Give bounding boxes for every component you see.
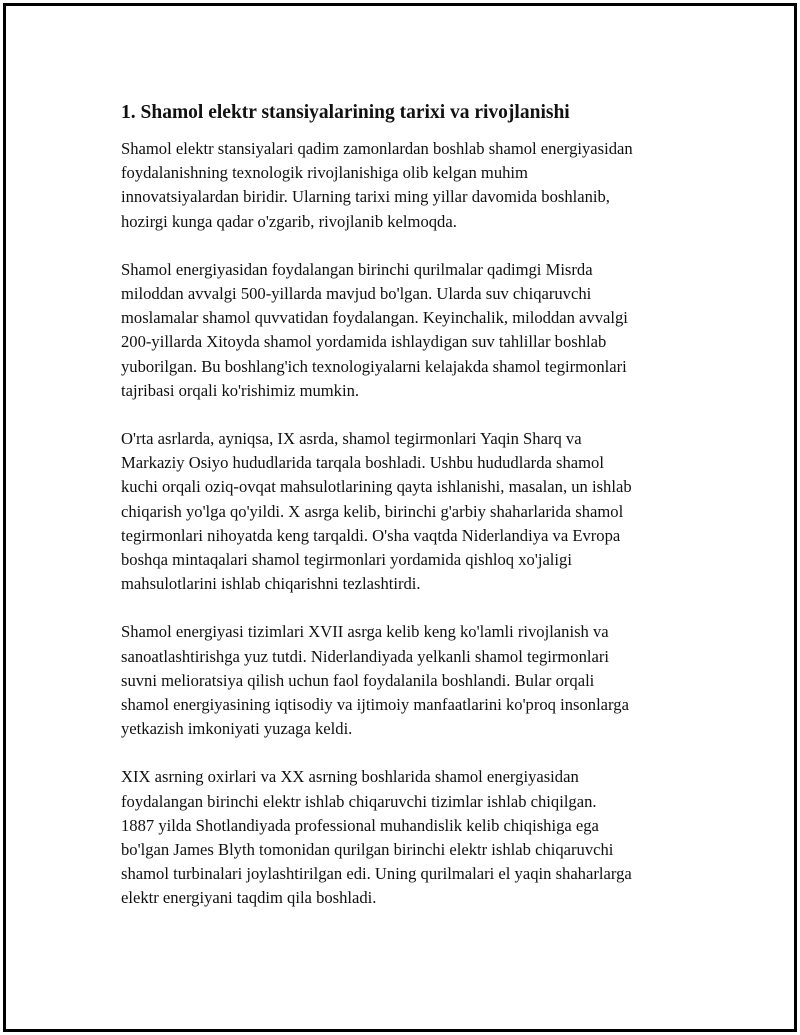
document-title: 1. Shamol elektr stansiyalarining tarixi va rivojlanishi [121,102,570,123]
document-body [121,101,701,935]
paragraph-3: O'rta asrlarda, ayniqsa, IX asrda, shamol tegirmonlari Yaqin Sharq va Markaziy Osiyo hududlarida tarqala boshladi. Ushbu hududlarda shamol kuchi orqali oziq-ovqat mahsulotlarining qayta ishlanishi, masalan, un ishlab chiqarish yo'lga qo'yildi. X asrga kelib, birinchi g'arbiy shaharlarida shamol tegirmonlari nihoyatda keng tarqaldi. O'sha vaqtda Niderlandiya va Evropa boshqa mintaqalari shamol tegirmonlari yordamida qishloq xo'jaligi mahsulotlarini ishlab chiqarishni tezlashtirdi. [121,429,632,594]
paragraph-4: Shamol energiyasi tizimlari XVII asrga kelib keng ko'lamli rivojlanish va sanoatlashtirishga yuz tutdi. Niderlandiyada yelkanli shamol tegirmonlari suvni melioratsiya qilish uchun faol foydalanila boshlandi. Bular orqali shamol energiyasining iqtisodiy va ijtimoiy manfaatlarini ko'proq insonlarga yetkazish imkoniyati yuzaga keldi. [121,622,629,739]
paragraph-1: Shamol elektr stansiyalari qadim zamonlardan boshlab shamol energiyasidan foydalanishning texnologik rivojlanishiga olib kelgan muhim innovatsiyalardan biridir. Ularning tarixi ming yillar davomida boshlanib, hozirgi kunga qadar o'zgarib, rivojlanib kelmoqda. [121,139,633,231]
page-frame [3,3,797,1032]
paragraph-5: XIX asrning oxirlari va XX asrning boshlarida shamol energiyasidan foydalangan birinchi elektr ishlab chiqaruvchi tizimlar ishlab chiqilgan. 1887 yilda Shotlandiyada professional muhandislik kelib chiqishiga ega bo'lgan James Blyth tomonidan qurilgan birinchi elektr ishlab chiqaruvchi shamol turbinalari joylashtirilgan edi. Uning qurilmalari el yaqin shaharlarga elektr energiyani taqdim qila boshladi. [121,767,632,908]
paragraph-2: Shamol energiyasidan foydalangan birinchi qurilmalar qadimgi Misrda miloddan avvalgi 500-yillarda mavjud bo'lgan. Ularda suv chiqaruvchi moslamalar shamol quvvatidan foydalangan. Keyinchalik, miloddan avvalgi 200-yillarda Xitoyda shamol yordamida ishlaydigan suv tahlillar boshlab yuborilgan. Bu boshlang'ich texnologiyalarni kelajakda shamol tegirmonlari tajribasi orqali ko'rishimiz mumkin. [121,259,628,400]
